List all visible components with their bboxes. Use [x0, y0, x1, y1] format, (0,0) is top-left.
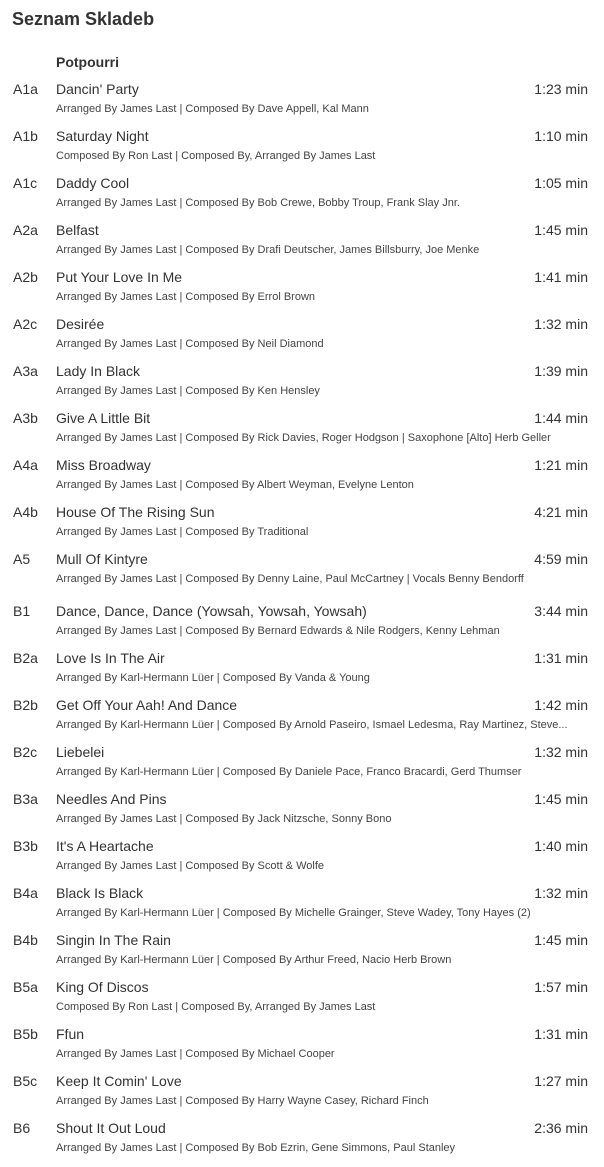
- track-row: [0, 266, 604, 313]
- track-title: It's A Heartache: [56, 838, 154, 854]
- track-row: [0, 125, 604, 172]
- track-title: Mull Of Kintyre: [56, 551, 148, 567]
- track-credits: Arranged By James Last | Composed By Errol Brown: [56, 291, 316, 303]
- track-credits: Arranged By Karl-Hermann Lüer | Composed By Vanda & Young: [56, 672, 370, 684]
- track-position: A5: [13, 551, 31, 567]
- track-credits: Arranged By James Last | Composed By Rick Davies, Roger Hodgson | Saxophone [Alto] Herb Geller: [56, 432, 551, 444]
- track-row: [0, 647, 604, 694]
- track-credits: Arranged By James Last | Composed By Bob Ezrin, Gene Simmons, Paul Stanley: [56, 1142, 456, 1154]
- track-row: [0, 172, 604, 219]
- track-row: [0, 1023, 604, 1070]
- track-credits: Arranged By James Last | Composed By Bernard Edwards & Nile Rodgers, Kenny Lehman: [56, 625, 500, 637]
- track-row: [0, 548, 604, 600]
- track-position: A2a: [13, 222, 38, 238]
- track-duration: 1:21 min: [534, 457, 588, 473]
- track-position: A4a: [13, 457, 38, 473]
- track-credits: Arranged By James Last | Composed By Michael Cooper: [56, 1048, 335, 1060]
- track-row: [0, 600, 604, 647]
- track-position: B2c: [13, 744, 38, 760]
- track-title: Lady In Black: [56, 363, 141, 379]
- track-row: [0, 929, 604, 976]
- track-title: Shout It Out Loud: [56, 1120, 166, 1136]
- track-position: B6: [13, 1120, 31, 1136]
- track-duration: 4:21 min: [534, 504, 588, 520]
- track-title: House Of The Rising Sun: [56, 504, 215, 520]
- track-row: [0, 882, 604, 929]
- track-duration: 1:41 min: [534, 269, 588, 285]
- track-position: B3b: [13, 838, 38, 854]
- track-row: [0, 1117, 604, 1164]
- track-title: Liebelei: [56, 744, 105, 760]
- track-credits: Arranged By James Last | Composed By Jack Nitzsche, Sonny Bono: [56, 813, 392, 825]
- track-credits: Arranged By Karl-Hermann Lüer | Composed By Daniele Pace, Franco Bracardi, Gerd Thumser: [56, 766, 522, 778]
- track-position: A4b: [13, 504, 38, 520]
- track-title: Dancin' Party: [56, 81, 139, 97]
- track-position: B4a: [13, 885, 38, 901]
- tracklist: [0, 78, 604, 1164]
- track-row: [0, 976, 604, 1023]
- track-credits: Arranged By Karl-Hermann Lüer | Composed By Arnold Paseiro, Ismael Ledesma, Ray Martinez, Steve...: [56, 719, 568, 731]
- track-credits: Arranged By James Last | Composed By Traditional: [56, 526, 309, 538]
- track-duration: 1:39 min: [534, 363, 588, 379]
- track-position: B4b: [13, 932, 38, 948]
- track-row: [0, 78, 604, 125]
- track-credits: Arranged By Karl-Hermann Lüer | Composed By Arthur Freed, Nacio Herb Brown: [56, 954, 452, 966]
- track-position: B5a: [13, 979, 38, 995]
- track-title: Belfast: [56, 222, 99, 238]
- track-position: B3a: [13, 791, 38, 807]
- track-position: B5b: [13, 1026, 38, 1042]
- track-duration: 1:42 min: [534, 697, 588, 713]
- track-row: [0, 313, 604, 360]
- track-row: [0, 407, 604, 454]
- track-title: Get Off Your Aah! And Dance: [56, 697, 238, 713]
- track-duration: 1:45 min: [534, 222, 588, 238]
- track-position: B2b: [13, 697, 38, 713]
- track-duration: 1:44 min: [534, 410, 588, 426]
- track-duration: 1:23 min: [534, 81, 588, 97]
- track-row: [0, 835, 604, 882]
- track-title: Desirée: [56, 316, 105, 332]
- track-duration: 2:36 min: [534, 1120, 588, 1136]
- track-duration: 3:44 min: [534, 603, 588, 619]
- track-title: Ffun: [56, 1026, 85, 1042]
- track-credits: Composed By Ron Last | Composed By, Arranged By James Last: [56, 150, 376, 162]
- track-position: A2c: [13, 316, 38, 332]
- track-position: B1: [13, 603, 31, 619]
- track-position: B2a: [13, 650, 38, 666]
- track-row: [0, 741, 604, 788]
- track-title: Needles And Pins: [56, 791, 167, 807]
- track-title: Keep It Comin' Love: [56, 1073, 182, 1089]
- track-duration: 1:45 min: [534, 932, 588, 948]
- track-title: Black Is Black: [56, 885, 144, 901]
- track-credits: Arranged By James Last | Composed By Harry Wayne Casey, Richard Finch: [56, 1095, 429, 1107]
- page-title: Seznam Skladeb: [12, 9, 155, 29]
- track-duration: 1:32 min: [534, 744, 588, 760]
- track-credits: Arranged By James Last | Composed By Neil Diamond: [56, 338, 324, 350]
- track-row: [0, 788, 604, 835]
- track-title: Put Your Love In Me: [56, 269, 183, 285]
- track-position: B5c: [13, 1073, 38, 1089]
- track-position: A3a: [13, 363, 38, 379]
- track-row: [0, 1070, 604, 1117]
- track-credits: Arranged By James Last | Composed By Bob Crewe, Bobby Troup, Frank Slay Jnr.: [56, 197, 460, 209]
- track-title: King Of Discos: [56, 979, 149, 995]
- track-duration: 1:32 min: [534, 316, 588, 332]
- track-credits: Arranged By Karl-Hermann Lüer | Composed By Michelle Grainger, Steve Wadey, Tony Hayes (2): [56, 907, 531, 919]
- track-duration: 1:31 min: [534, 650, 588, 666]
- track-title: Saturday Night: [56, 128, 149, 144]
- track-position: A2b: [13, 269, 38, 285]
- track-duration: 1:27 min: [534, 1073, 588, 1089]
- track-position: A1b: [13, 128, 38, 144]
- track-credits: Composed By Ron Last | Composed By, Arranged By James Last: [56, 1001, 376, 1013]
- track-title: Singin In The Rain: [56, 932, 171, 948]
- track-position: A3b: [13, 410, 38, 426]
- track-duration: 1:05 min: [534, 175, 588, 191]
- track-credits: Arranged By James Last | Composed By Scott & Wolfe: [56, 860, 324, 872]
- track-row: [0, 360, 604, 407]
- track-position: A1a: [13, 81, 38, 97]
- tracklist-heading: Potpourri: [56, 54, 119, 70]
- track-credits: Arranged By James Last | Composed By Denny Laine, Paul McCartney | Vocals Benny Bendorff: [56, 573, 524, 585]
- track-position: A1c: [13, 175, 38, 191]
- track-title: Miss Broadway: [56, 457, 151, 473]
- track-duration: 1:40 min: [534, 838, 588, 854]
- track-duration: 1:45 min: [534, 791, 588, 807]
- track-duration: 4:59 min: [534, 551, 588, 567]
- track-row: [0, 454, 604, 501]
- track-row: [0, 694, 604, 741]
- track-title: Love Is In The Air: [56, 650, 165, 666]
- track-credits: Arranged By James Last | Composed By Ken Hensley: [56, 385, 320, 397]
- track-title: Dance, Dance, Dance (Yowsah, Yowsah, Yowsah): [56, 603, 367, 619]
- track-duration: 1:10 min: [534, 128, 588, 144]
- track-title: Give A Little Bit: [56, 410, 151, 426]
- track-row: [0, 501, 604, 548]
- track-duration: 1:32 min: [534, 885, 588, 901]
- track-credits: Arranged By James Last | Composed By Drafi Deutscher, James Billsburry, Joe Menke: [56, 244, 480, 256]
- track-duration: 1:57 min: [534, 979, 588, 995]
- track-duration: 1:31 min: [534, 1026, 588, 1042]
- track-row: [0, 219, 604, 266]
- track-credits: Arranged By James Last | Composed By Albert Weyman, Evelyne Lenton: [56, 479, 414, 491]
- track-credits: Arranged By James Last | Composed By Dave Appell, Kal Mann: [56, 103, 369, 115]
- track-title: Daddy Cool: [56, 175, 130, 191]
